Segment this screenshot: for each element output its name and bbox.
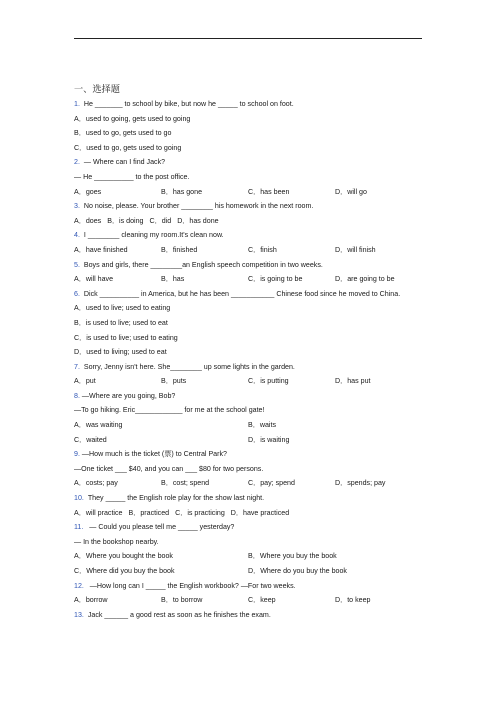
option-10b: B．practiced bbox=[128, 508, 170, 517]
question-8 bbox=[74, 389, 426, 404]
question-7 bbox=[74, 360, 426, 375]
option-5c: C．is going to be bbox=[248, 275, 303, 284]
option-6c: C．is used to live; used to eating bbox=[74, 333, 178, 342]
question-number: 10. bbox=[74, 494, 84, 503]
options-4 bbox=[74, 243, 426, 258]
question-number: 3. bbox=[74, 202, 80, 211]
question-text: They _____ the English role play for the show last night. bbox=[87, 494, 265, 503]
option-11a: A．Where you bought the book bbox=[74, 552, 173, 561]
option-10a: A．will practice bbox=[74, 508, 123, 517]
option-1c: C．used to go, gets used to going bbox=[74, 143, 182, 152]
option-4b: B．finished bbox=[161, 245, 198, 254]
option-5a: A．will have bbox=[74, 275, 114, 284]
header-rule bbox=[74, 38, 422, 39]
question-text: Sorry, Jenny isn't here. She________ up some lights in the garden. bbox=[83, 362, 295, 371]
option-12c: C．keep bbox=[248, 596, 276, 605]
option-2c: C．has been bbox=[248, 187, 290, 196]
question-13 bbox=[74, 608, 426, 623]
option-2b: B．has gone bbox=[161, 187, 203, 196]
option-5b: B．has bbox=[161, 275, 185, 284]
option-9c: C．pay; spend bbox=[248, 479, 295, 488]
question-text: No noise, please. Your brother ________ his homework in the next room. bbox=[83, 202, 314, 211]
question-number: 4. bbox=[74, 231, 80, 240]
question-text: He _______ to school by bike, but now he _____ to school on foot. bbox=[83, 100, 294, 108]
question-6 bbox=[74, 287, 426, 302]
option-4d: D．will finish bbox=[335, 245, 376, 254]
option-6b: B．is used to live; used to eat bbox=[74, 318, 168, 327]
options-5 bbox=[74, 272, 426, 287]
question-text: —Where are you going, Bob? bbox=[81, 391, 176, 400]
option-1a: A．used to going, gets used to going bbox=[74, 114, 191, 123]
option-11b: B．Where you buy the book bbox=[248, 552, 337, 561]
option-11c: C．Where did you buy the book bbox=[74, 567, 175, 575]
option-7a: A．put bbox=[74, 377, 96, 386]
option-5d: D．are going to be bbox=[335, 275, 395, 284]
question-11-line2: — In the bookshop nearby. bbox=[74, 537, 159, 546]
question-number: 2. bbox=[74, 158, 80, 167]
question-9-line2: —One ticket ___ $40, and you can ___ $80 for two persons. bbox=[74, 464, 264, 473]
options-8-row1 bbox=[74, 418, 426, 433]
question-9 bbox=[74, 447, 426, 462]
option-9d: D．spends; pay bbox=[335, 479, 386, 488]
question-number: 5. bbox=[74, 260, 80, 269]
option-6d: D．used to living; used to eat bbox=[74, 348, 167, 357]
option-10d: D．have practiced bbox=[230, 508, 290, 517]
question-4 bbox=[74, 228, 426, 243]
question-text: I ________ cleaning my room.It's clean now. bbox=[83, 231, 224, 240]
option-9a: A．costs; pay bbox=[74, 479, 118, 488]
question-text: Boys and girls, there ________an English speech competition in two weeks. bbox=[83, 260, 323, 269]
question-1 bbox=[74, 97, 426, 112]
question-number: 12. bbox=[74, 581, 84, 590]
options-2 bbox=[74, 185, 426, 200]
option-3b: B．is doing bbox=[107, 216, 144, 225]
option-11d: D．Where do you buy the book bbox=[248, 567, 347, 575]
options-9 bbox=[74, 476, 426, 491]
option-8c: C．waited bbox=[74, 435, 107, 444]
options-3 bbox=[74, 214, 426, 229]
option-12b: B．to borrow bbox=[161, 596, 203, 605]
question-12 bbox=[74, 579, 426, 594]
option-8a: A．was waiting bbox=[74, 421, 123, 430]
question-number: 8. bbox=[74, 391, 80, 400]
question-number: 11. bbox=[74, 523, 84, 532]
options-8-row2 bbox=[74, 433, 426, 448]
options-11-row1 bbox=[74, 549, 426, 564]
question-text: — Where can I find Jack? bbox=[83, 158, 166, 167]
option-4c: C．finish bbox=[248, 245, 277, 254]
question-8-line2: —To go hiking. Eric____________ for me at the school gate! bbox=[74, 406, 265, 415]
option-12a: A．borrow bbox=[74, 596, 108, 605]
exam-content bbox=[74, 83, 426, 622]
question-number: 9. bbox=[74, 450, 80, 459]
option-8b: B．waits bbox=[248, 421, 276, 430]
option-7c: C．is putting bbox=[248, 377, 289, 386]
question-text: Dick __________ in America, but he has been ___________ Chinese food since he moved to China. bbox=[83, 289, 401, 298]
question-10 bbox=[74, 491, 426, 506]
options-10 bbox=[74, 506, 426, 521]
question-2 bbox=[74, 155, 426, 170]
option-9b: B．cost; spend bbox=[161, 479, 210, 488]
option-7d: D．has put bbox=[335, 377, 371, 386]
question-number: 6. bbox=[74, 289, 80, 298]
section-title: 一、选择题 bbox=[74, 84, 120, 94]
question-number: 13. bbox=[74, 610, 84, 619]
option-7b: B．puts bbox=[161, 377, 187, 386]
question-11 bbox=[74, 520, 426, 535]
question-5 bbox=[74, 258, 426, 273]
question-3 bbox=[74, 199, 426, 214]
option-2a: A．goes bbox=[74, 187, 102, 196]
question-text: —How much is the ticket (票) to Central Park? bbox=[81, 450, 227, 459]
options-7 bbox=[74, 374, 426, 389]
option-2d: D．will go bbox=[335, 187, 367, 196]
option-3a: A．does bbox=[74, 216, 102, 225]
options-11-row2 bbox=[74, 564, 426, 579]
option-4a: A．have finished bbox=[74, 245, 128, 254]
option-8d: D．is waiting bbox=[248, 435, 290, 444]
option-3c: C．did bbox=[149, 216, 172, 225]
question-number: 1. bbox=[74, 100, 80, 108]
question-2-line2: — He __________ to the post office. bbox=[74, 172, 190, 181]
option-12d: D．to keep bbox=[335, 596, 371, 605]
question-text: —How long can I _____ the English workbook? —For two weeks. bbox=[89, 581, 296, 590]
question-number: 7. bbox=[74, 362, 80, 371]
options-12 bbox=[74, 593, 426, 608]
question-text: Jack ______ a good rest as soon as he finishes the exam. bbox=[87, 610, 271, 619]
option-6a: A．used to live; used to eating bbox=[74, 304, 171, 313]
question-text: — Could you please tell me _____ yesterday? bbox=[89, 523, 235, 532]
option-3d: D．has done bbox=[177, 216, 219, 225]
option-10c: C．is practicing bbox=[175, 508, 225, 517]
option-1b: B．used to go, gets used to go bbox=[74, 129, 172, 138]
